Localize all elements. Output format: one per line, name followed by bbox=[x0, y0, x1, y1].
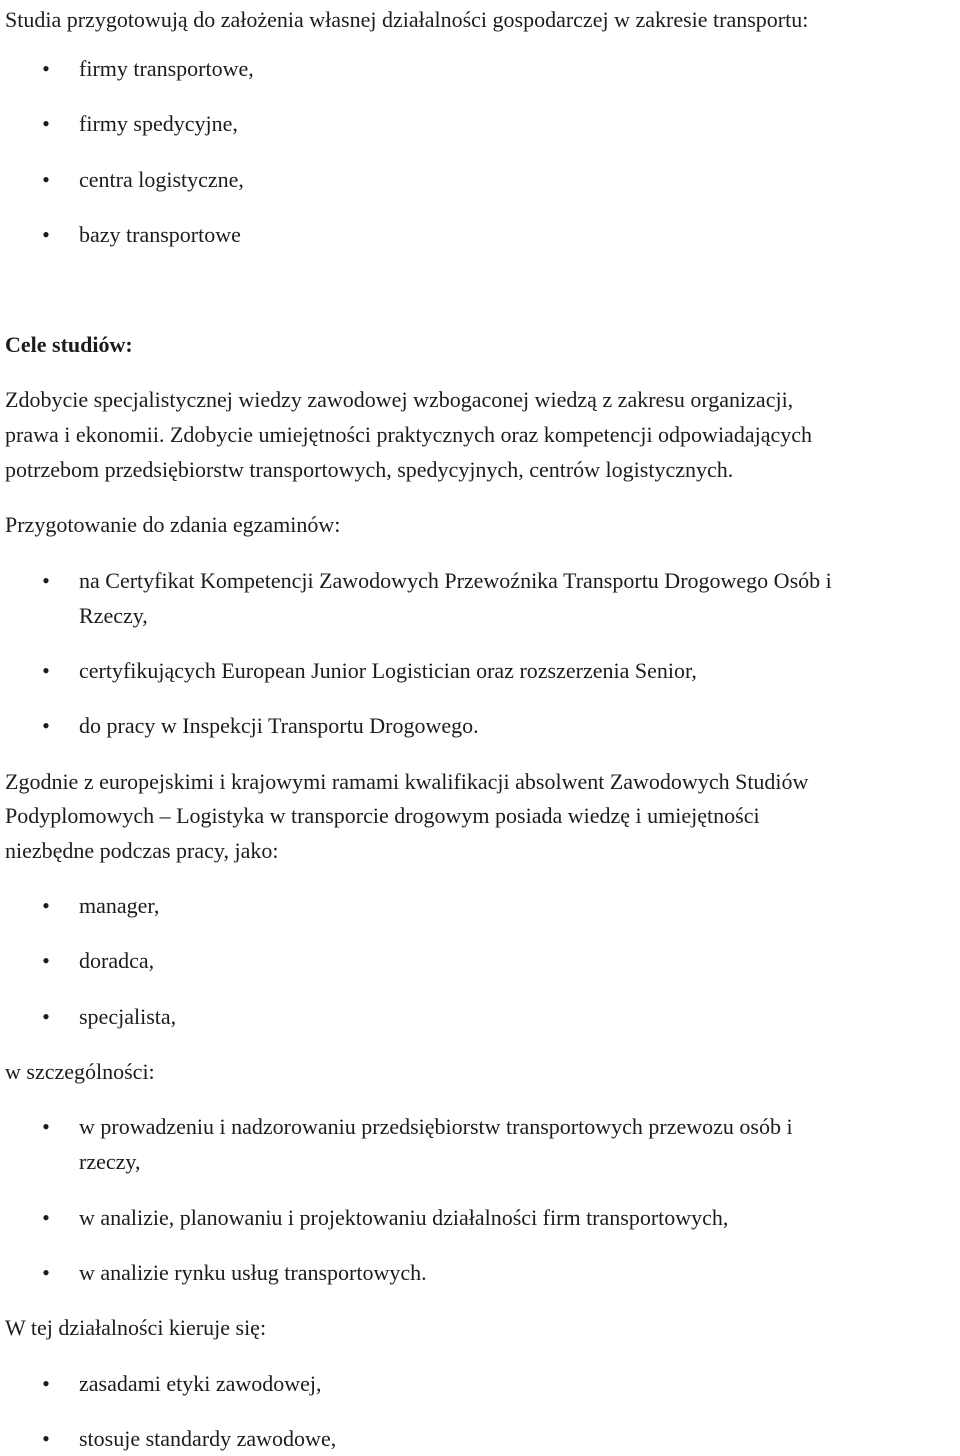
list-item-text: do pracy w Inspekcji Transportu Drogowego. bbox=[79, 713, 479, 738]
bullet-icon: • bbox=[42, 1371, 50, 1396]
goals-paragraph-line: potrzebom przedsiębiorstw transportowych, spedycyjnych, centrów logistycznych. bbox=[5, 457, 734, 482]
intro-text: Studia przygotowują do założenia własnej działalności gospodarczej w zakresie transportu: bbox=[5, 7, 809, 32]
bullet-icon: • bbox=[42, 568, 50, 593]
list-item-text: zasadami etyki zawodowej, bbox=[79, 1371, 322, 1396]
bullet-icon: • bbox=[42, 222, 50, 247]
goals-heading: Cele studiów: bbox=[5, 332, 133, 357]
bullet-icon: • bbox=[42, 1260, 50, 1285]
bullet-icon: • bbox=[42, 1205, 50, 1230]
list-item-text: w analizie, planowaniu i projektowaniu działalności firm transportowych, bbox=[79, 1205, 729, 1230]
particular-heading: w szczególności: bbox=[5, 1059, 155, 1084]
framework-paragraph-line: Podyplomowych – Logistyka w transporcie drogowym posiada wiedzę i umiejętności bbox=[5, 803, 760, 828]
exams-heading: Przygotowanie do zdania egzaminów: bbox=[5, 512, 341, 537]
bullet-icon: • bbox=[42, 167, 50, 192]
list-item-text: na Certyfikat Kompetencji Zawodowych Przewoźnika Transportu Drogowego Osób i bbox=[79, 568, 832, 593]
bullet-icon: • bbox=[42, 658, 50, 683]
bullet-icon: • bbox=[42, 948, 50, 973]
list-item-text: w prowadzeniu i nadzorowaniu przedsiębiorstw transportowych przewozu osób i bbox=[79, 1114, 793, 1139]
bullet-icon: • bbox=[42, 1426, 50, 1451]
list-item-text: doradca, bbox=[79, 948, 155, 973]
bullet-icon: • bbox=[42, 56, 50, 81]
list-item-text: centra logistyczne, bbox=[79, 167, 244, 192]
guided-heading: W tej działalności kieruje się: bbox=[5, 1315, 267, 1340]
bullet-icon: • bbox=[42, 1004, 50, 1029]
framework-paragraph-line: niezbędne podczas pracy, jako: bbox=[5, 838, 279, 863]
list-item-text: manager, bbox=[79, 893, 160, 918]
framework-paragraph-line: Zgodnie z europejskimi i krajowymi ramami kwalifikacji absolwent Zawodowych Studiów bbox=[5, 769, 809, 794]
list-item-text: w analizie rynku usług transportowych. bbox=[79, 1260, 427, 1285]
list-item-text-continued: Rzeczy, bbox=[79, 603, 148, 628]
goals-paragraph-line: Zdobycie specjalistycznej wiedzy zawodowej wzbogaconej wiedzą z zakresu organizacji, bbox=[5, 387, 794, 412]
list-item-text: specjalista, bbox=[79, 1004, 177, 1029]
list-item-text: certyfikujących European Junior Logistician oraz rozszerzenia Senior, bbox=[79, 658, 697, 683]
list-item-text: firmy spedycyjne, bbox=[79, 111, 238, 136]
bullet-icon: • bbox=[42, 111, 50, 136]
list-item-text: bazy transportowe bbox=[79, 222, 241, 247]
list-item-text: firmy transportowe, bbox=[79, 56, 254, 81]
list-item-text-continued: rzeczy, bbox=[79, 1149, 141, 1174]
bullet-icon: • bbox=[42, 713, 50, 738]
bullet-icon: • bbox=[42, 893, 50, 918]
bullet-icon: • bbox=[42, 1114, 50, 1139]
goals-paragraph-line: prawa i ekonomii. Zdobycie umiejętności praktycznych oraz kompetencji odpowiadających bbox=[5, 422, 812, 447]
list-item-text: stosuje standardy zawodowe, bbox=[79, 1426, 337, 1451]
